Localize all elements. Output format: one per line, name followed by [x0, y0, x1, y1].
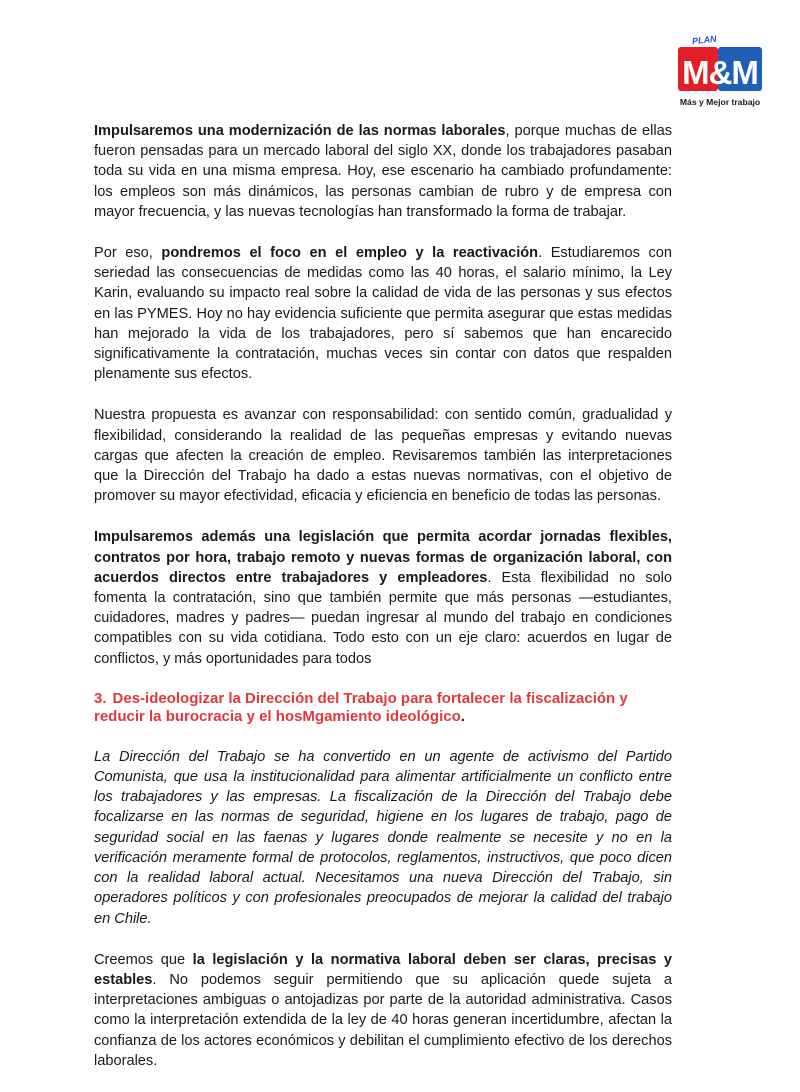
bold-phrase: Impulsaremos una modernización de las normas laborales: [94, 123, 506, 139]
section-title: Des-ideologizar la Dirección del Trabajo para fortalecer la fiscalización y reducir la burocracia y el hosMgamiento ideológico: [94, 689, 628, 725]
logo-main-text: M&M: [682, 54, 758, 91]
text-span: , porque muchas de ellas fueron pensadas para un mercado laboral del siglo XX, donde los trabajadores pasaban toda su vida en una misma empresa. Hoy, ese escenario ha cambiado profundamente: los empleos son más dinámicos, las personas cambian de rubro y de empresa con mayor frecuencia, y las nuevas tecnologías han transformado la forma de trabajar.: [94, 123, 673, 220]
section-title-period: .: [460, 707, 465, 725]
text-span: . No podemos seguir permitiendo que su aplicación quede sujeta a interpretaciones ambiguas o antojadizas por parte de la autoridad administrativa. Casos como la interpretación extendida de la ley de 40 horas generan incertidumbre, afectan la confianza de los actores económicos y debilitan el cumplimiento efectivo de los derechos laborales.: [94, 971, 672, 1069]
paragraph-flexibilidad: [94, 527, 672, 668]
logo-plan-text: PLAN: [691, 33, 717, 47]
paragraph-modernizacion: [94, 121, 672, 222]
bold-phrase: pondremos el foco en el empleo y la reactivación: [161, 245, 539, 262]
plan-mm-logo: [674, 32, 766, 112]
text-span: Por eso,: [94, 245, 162, 262]
section-heading: [94, 690, 672, 726]
logo-tagline: Más y Mejor trabajo: [679, 97, 761, 107]
text-span: . Estudiaremos con seriedad las consecuencias de medidas como las 40 horas, el salario mínimo, la Ley Karin, evaluando su impacto real sobre la calidad de vida de las personas y sus efectos en las PYMES. Hoy no hay evidencia suficiente que permita asegurar que estas medidas han mejorado la vida de los trabajadores, pero sí sabemos que han encarecido significativamente la contratación, muchas veces sin contar con datos que respalden plenamente sus efectos.: [94, 245, 672, 383]
bold-phrase: Impulsaremos además una legislación que permita acordar jornadas flexibles, contratos por hora, trabajo remoto y nuevas formas de organización laboral, con acuerdos directos entre trabajadores y empleadores: [94, 529, 672, 586]
paragraph-foco-empleo: [94, 243, 672, 384]
text-span: Creemos que: [94, 951, 193, 968]
bold-phrase: la legislación y la normativa laboral deben ser claras, precisas y estables: [94, 951, 672, 988]
text-span: . Esta flexibilidad no solo fomenta la contratación, sino que también permite que más personas —estudiantes, cuidadores, madres y padres— puedan ingresar al mundo del trabajo en condiciones compatibles con su vida cotidiana. Todo esto con un eje claro: acuerdos en lugar de conflictos, y más oportunidades para todos: [94, 569, 672, 667]
paragraph-direccion-trabajo: La Dirección del Trabajo se ha convertido en un agente de activismo del Partido Comunista, que usa la institucionalidad para alimentar artificialmente un conflicto entre los trabajadores y las empresas. La fiscalización de la Dirección del Trabajo debe focalizarse en las normas de seguridad, higiene en los lugares de trabajo, pago de seguridad social en las faenas y lugares donde realmente se necesite y no en la verificación meramente formal de protocolos, reglamentos, instructivos, que poco dicen con la realidad laboral actual. Necesitamos una nueva Dirección del Trabajo, sin operadores políticos y con profesionales preocupados de mejorar la calidad del trabajo en Chile.: [94, 748, 672, 927]
paragraph-legislacion-clara: [94, 950, 672, 1071]
text-span: Nuestra propuesta es avanzar con responsabilidad: con sentido común, gradualidad y flexibilidad, considerando la realidad de las pequeñas empresas y evitando nuevas cargas que afecten la creación de empleo. Revisaremos también las interpretaciones que la Dirección del Trabajo ha dado a estas nuevas normativas, con el objetivo de promover su mayor efectividad, eficacia y eficiencia en beneficio de todas las personas.: [94, 407, 672, 505]
section-number: 3.: [94, 689, 107, 707]
document-body: [94, 121, 672, 1092]
paragraph-propuesta: [94, 405, 672, 506]
